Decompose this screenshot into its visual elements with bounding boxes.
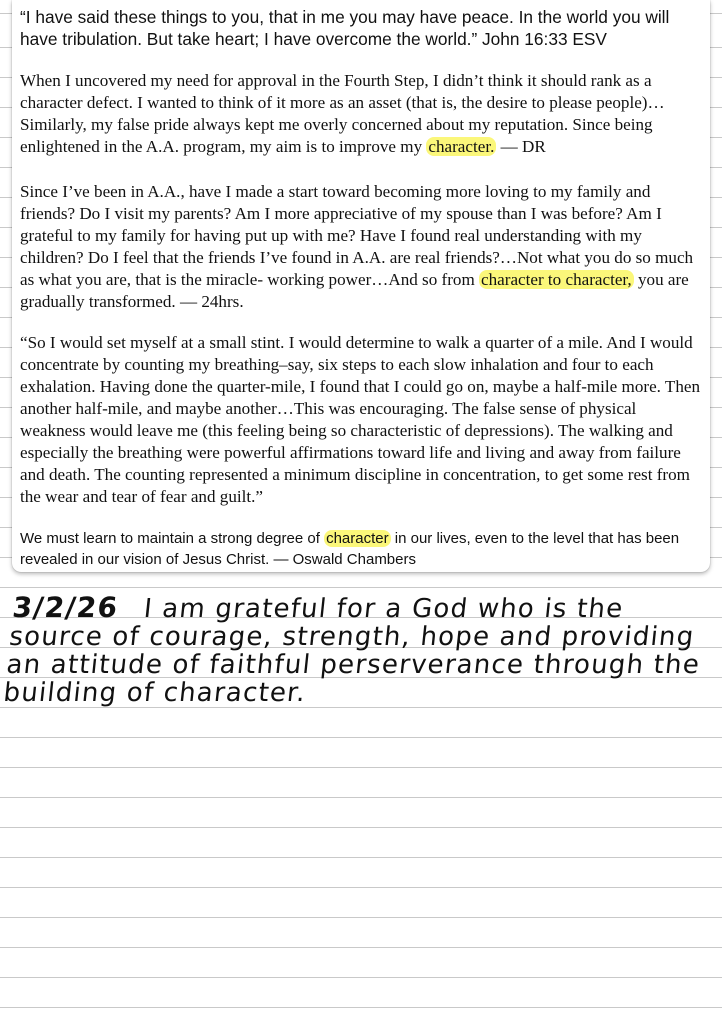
reading-card xyxy=(12,0,710,572)
paragraph-text: you are gradually transformed. — 24hrs. xyxy=(20,270,689,311)
paragraph-text: in our lives, even to the level that has been revealed in our vision of Jesus Christ. — Oswald Chambers xyxy=(20,530,680,568)
reading-paragraph-24hrs xyxy=(20,181,702,313)
reading-paragraph-quote: “So I would set myself at a small stint. I would determine to walk a quarter of a mile. And I would concentrate by counting my breathing–say, six steps to each slow inhalation and four to each exhalation. Having done the quarter-mile, I found that I could go on, maybe a half-mile more. Then another half-mile, and maybe another…This was encouraging. The false sense of physical weakness would leave me (this feeling being so characteristic of depressions). The walking and especially the breathing were powerful affirmations toward life and living and away from failure and death. The counting represented a minimum discipline in concentration, to get some rest from the wear and tear of fear and guilt.” xyxy=(20,333,701,506)
handwritten-journal-entry xyxy=(2,591,714,708)
paragraph-text: — DR xyxy=(496,137,546,156)
highlighted-text: character. xyxy=(428,137,495,156)
highlighted-text: character to character, xyxy=(481,270,632,289)
highlighted-text: character xyxy=(326,530,389,547)
reading-paragraph-chambers xyxy=(20,528,702,570)
reading-paragraph-dr xyxy=(20,70,702,158)
paragraph-text: We must learn to maintain a strong degree of xyxy=(20,530,325,547)
paragraph-text: Since I’ve been in A.A., have I made a start toward becoming more loving to my family and friends? Do I visit my parents? Am I more appreciative of my spouse than I was before? Am I grateful to my family for having put up with me? Have I found real understanding with my children? Do I feel that the friends I’ve found in A.A. are real friends?…Not what you do so much as what you are, that is the miracle- working power…And so from xyxy=(20,182,694,289)
scripture-verse: “I have said these things to you, that in me you may have peace. In the world you will have tribulation. But take heart; I have overcome the world.” John 16:33 ESV xyxy=(20,7,670,49)
journal-text: I am grateful for a God who is the source of courage, strength, hope and providing an attitude of faithful perserverance through the building of character. xyxy=(2,594,702,708)
paragraph-text: When I uncovered my need for approval in the Fourth Step, I didn’t think it should rank as a character defect. I wanted to think of it more as an asset (that is, the desire to please people)…Similarly, my false pride always kept me overly concerned about my reputation. Since being enlightened in the A.A. program, my aim is to improve my xyxy=(20,71,665,156)
journal-date: 3/2/26 xyxy=(10,591,120,624)
